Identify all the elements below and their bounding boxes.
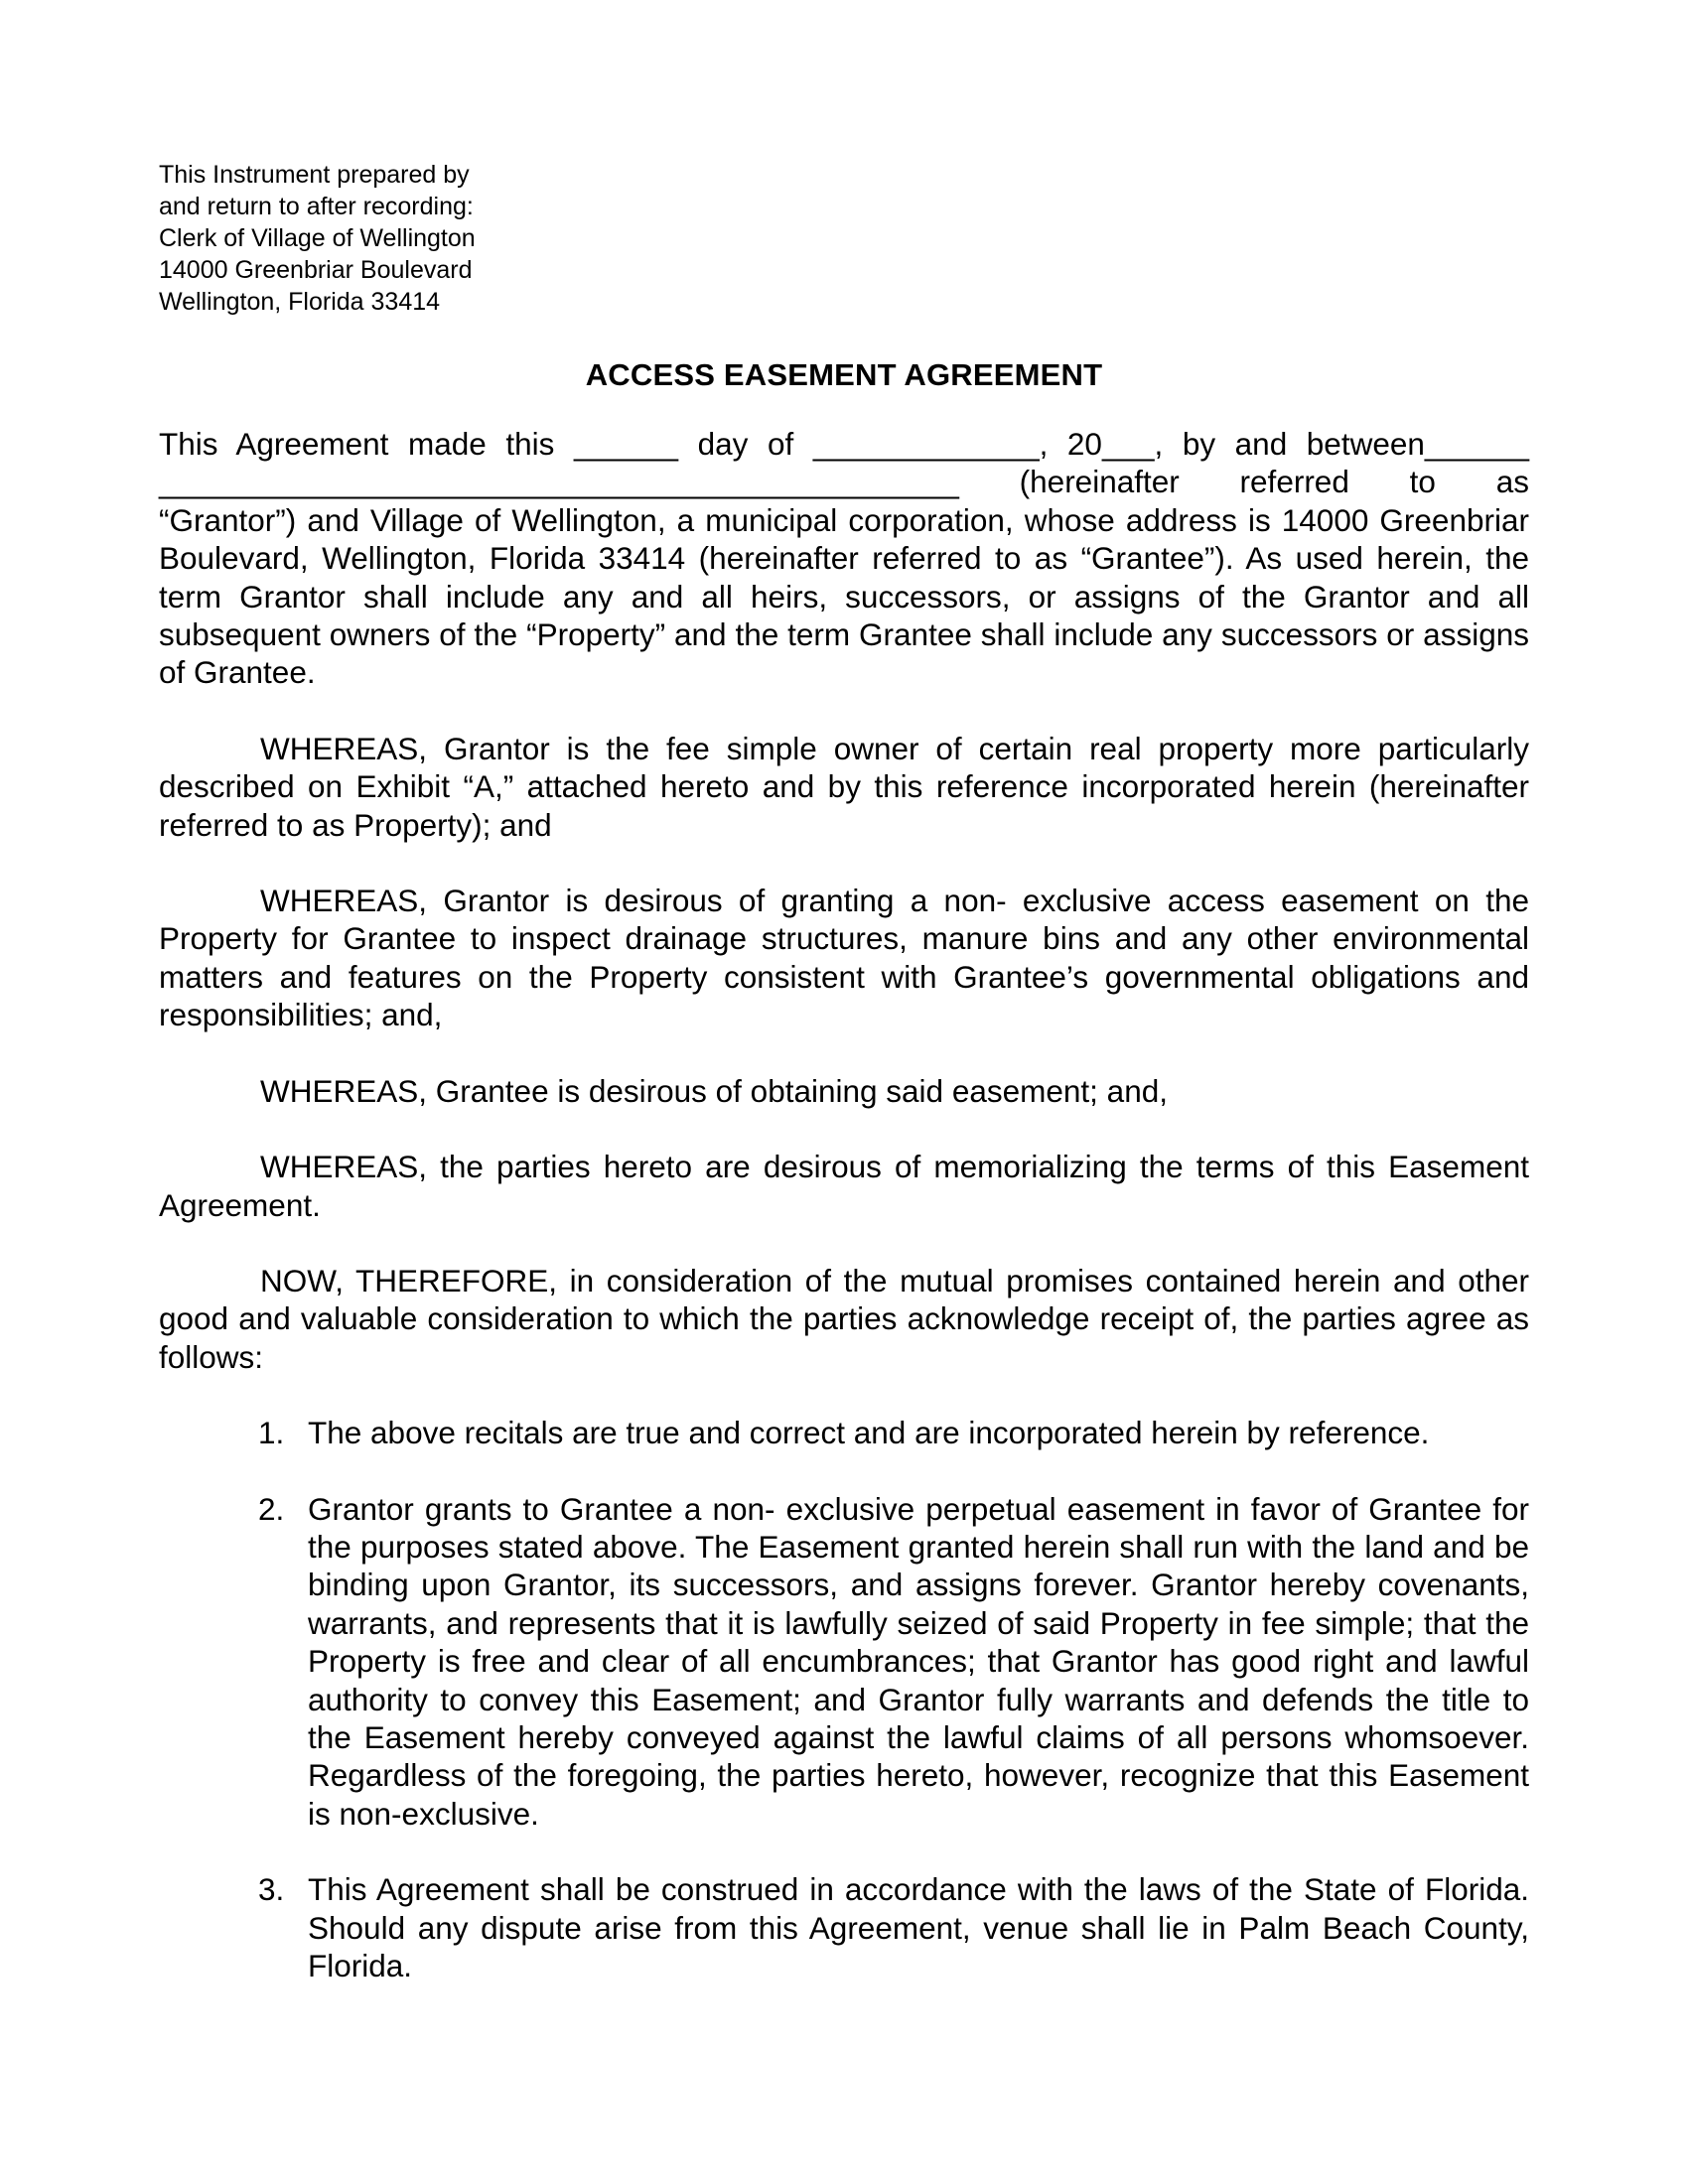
document-title: ACCESS EASEMENT AGREEMENT: [585, 357, 1103, 392]
preparer-line: This Instrument prepared by: [159, 161, 470, 189]
document-page: [159, 159, 1529, 2022]
preparer-line: Wellington, Florida 33414: [159, 288, 441, 316]
term-number: 2.: [258, 1490, 285, 1527]
recital-paragraph: WHEREAS, Grantor is the fee simple owner of certain real property more particularly described on Exhibit “A,” attached hereto and by this reference incorporated herein (hereinafter referred to as Property); and: [159, 730, 1529, 843]
now-therefore-paragraph: NOW, THEREFORE, in consideration of the mutual promises contained herein and other good and valuable consideration to which the parties acknowledge receipt of, the parties agree as follows:: [159, 1262, 1529, 1375]
intro-fill-line: This Agreement made this ______ day of _____________, 20___, by and between______: [159, 426, 1529, 462]
recital-paragraph: WHEREAS, the parties hereto are desirous of memorializing the terms of this Easement Agreement.: [159, 1149, 1529, 1223]
preparer-line: Clerk of Village of Wellington: [159, 224, 476, 252]
recital-paragraph: WHEREAS, Grantee is desirous of obtaining said easement; and,: [260, 1072, 1168, 1109]
preparer-line: and return to after recording:: [159, 193, 474, 220]
recital-paragraph: WHEREAS, Grantor is desirous of granting a non- exclusive access easement on the Property for Grantee to inspect drainage structures, manure bins and any other environmental matters and features on the Property consistent with Grantee’s governmental obligations and responsibilities; and,: [159, 883, 1529, 1033]
intro-fill-line: ______________________________________________ (hereinafter referred to as: [159, 464, 1529, 500]
preparer-block: [159, 159, 1529, 318]
term-number: 3.: [258, 1871, 285, 1908]
term-item: [159, 1490, 1529, 1834]
intro-paragraph: [159, 425, 1529, 692]
term-item: [159, 1414, 1529, 1451]
term-number: 1.: [258, 1415, 285, 1451]
intro-text: “Grantor”) and Village of Wellington, a municipal corporation, whose address is 14000 Greenbriar Boulevard, Wellington, Florida 33414 (hereinafter referred to as “Grantee”). As used herein, the term Grantor shall include any and all heirs, successors, or assigns of the Grantor and all subsequent owners of the “Property” and the term Grantee shall include any successors or assigns of Grantee.: [159, 501, 1529, 691]
term-text: Grantor grants to Grantee a non- exclusive perpetual easement in favor of Grantee for the purposes stated above. The Easement granted herein shall run with the land and be binding upon Grantor, its successors, and assigns forever. Grantor hereby covenants, warrants, and represents that it is lawfully seized of said Property in fee simple; that the Property is free and clear of all encumbrances; that Grantor has good right and lawful authority to convey this Easement; and Grantor fully warrants and defends the title to the Easement hereby conveyed against the lawful claims of all persons whomsoever. Regardless of the foregoing, the parties hereto, however, recognize that this Easement is non-exclusive.: [308, 1490, 1529, 1832]
terms-list: [159, 1414, 1529, 1984]
term-text: The above recitals are true and correct and are incorporated herein by reference.: [308, 1415, 1430, 1451]
preparer-line: 14000 Greenbriar Boulevard: [159, 256, 473, 284]
term-item: [159, 1870, 1529, 1984]
term-text: This Agreement shall be construed in accordance with the laws of the State of Florida. Should any dispute arise from this Agreement, venue shall lie in Palm Beach County, Florida.: [308, 1871, 1529, 1983]
